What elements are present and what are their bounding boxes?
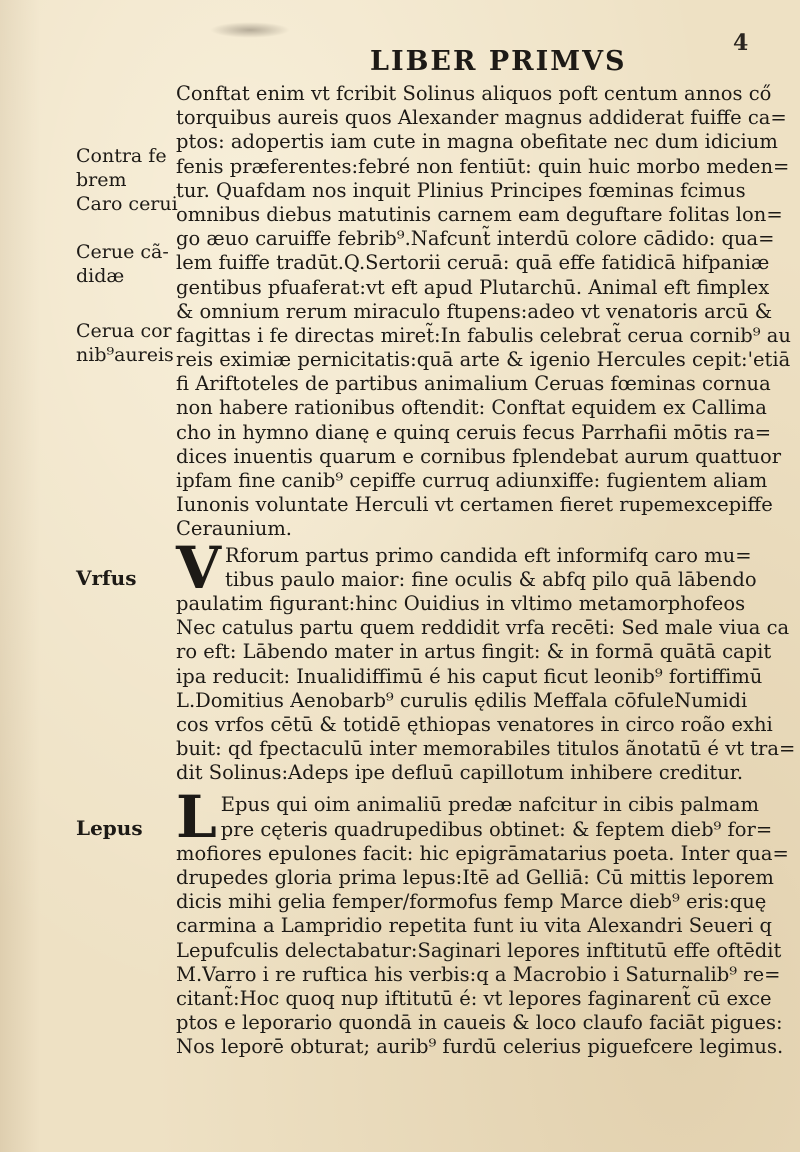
- text-line: citant̃:Hoc quoq nup iftitutū é: vt lepores faginarent̃ cū exce: [176, 986, 772, 1010]
- text-line: ptos: adopertis iam cute in magna obefitate nec dum idicium: [176, 130, 778, 154]
- text-line: drupedes gloria prima lepus:Itē ad Gelliā: Cū mittis leporem: [176, 866, 774, 889]
- text-line: cho in hymno dianę e quinq ceruis fecus Parrhafii mōtis ra=: [176, 420, 772, 444]
- margin-note-contra-febrem: [76, 146, 167, 194]
- margin-note-cerua-cornibus: [76, 321, 174, 369]
- ink-smudge: [210, 22, 290, 38]
- margin-note-line: brem: [76, 169, 127, 192]
- text-line: lem fuiffe tradūt.Q.Sertorii ceruā: quā effe fatidicā hifpaniæ: [176, 251, 770, 275]
- margin-note-line: didæ: [76, 265, 125, 288]
- margin-note-line: Caro cerui: [76, 193, 178, 215]
- text-line: Nos leporē obturat; aurib⁹ furdū celerius piguefcere legimus.: [176, 1035, 784, 1059]
- text-line: Iunonis voluntate Herculi vt certamen fieret rupemexcepiffe: [176, 493, 773, 517]
- text-line: paulatim figurant:hinc Ouidius in vltimo metamorphofeos: [176, 591, 746, 615]
- margin-note-line: Lepus: [76, 816, 143, 840]
- text-line: gentibus pfuaferat:vt eft apud Plutarchū. Animal eft fimplex: [176, 275, 770, 299]
- text-line: reis eximiæ pernicitatis:quā arte & igenio Hercules cepit:'etiā: [176, 348, 791, 372]
- running-head: LIBER PRIMVS: [370, 46, 627, 77]
- text-line: tur. Quafdam nos inquit Plinius Principes fœminas fcimus: [176, 178, 746, 202]
- text-line: Conftat enim vt fcribit Solinus aliquos poft centum annos cő: [176, 82, 772, 105]
- text-line: go æuo caruiffe febrib⁹.Nafcunt̃ interdū colore cādido: qua=: [176, 227, 775, 251]
- text-line: Epus qui oim animaliū predæ nafcitur in cibis palmam: [220, 793, 760, 817]
- margin-note-line: Vrfus: [76, 566, 137, 590]
- margin-note-lepus: [76, 818, 143, 842]
- text-line: & omnium rerum miraculo ftupens:adeo vt venatoris arcū &: [176, 299, 773, 323]
- text-line: fenis præferentes:febré non fentiūt: quin huic morbo meden=: [176, 154, 790, 178]
- text-line: dit Solinus:Adeps ipe defluū capillotum inhibere creditur.: [176, 761, 744, 785]
- text-line: ipa reducit: Inualidiffimū é his caput ficut leonib⁹ fortiffimū: [176, 664, 763, 688]
- text-line: pre cęteris quadrupedibus obtinet: & feptem dieb⁹ for=: [220, 817, 773, 841]
- paragraph-cerua: [176, 82, 791, 542]
- text-line: Ceraunium.: [176, 517, 293, 541]
- text-line: Nec catulus partu quem reddidit vrfa recēti: Sed male viua ca: [176, 616, 790, 640]
- text-line: Lepufculis delectabatur:Saginari lepores inftitutū effe oftēdit: [176, 938, 782, 962]
- initial-letter-v: V: [176, 533, 222, 602]
- margin-note-cerue-candidae: [76, 242, 169, 290]
- text-line: dicis mihi gelia femper/formofus femp Marce dieb⁹ eris:quę: [176, 890, 767, 914]
- margin-note-vrfus: [76, 568, 136, 592]
- text-line: M.Varro i re ruftica his verbis:q a Macrobio i Saturnalib⁹ re=: [176, 962, 781, 986]
- text-line: fi Ariftoteles de partibus animalium Ceruas fœminas cornua: [176, 372, 771, 396]
- text-line: buit: qd fpectaculū inter memorabiles titulos ãnotatū é vt tra=: [176, 737, 796, 761]
- text-line: dices inuentis quarum e cornibus fplendebat aurum quattuor: [176, 444, 782, 468]
- text-line: carmina a Lampridio repetita funt iu vita Alexandri Seueri q: [176, 914, 772, 938]
- text-line: cos vrfos cētū & totidē ęthiopas venatores in circo roão exhi: [176, 712, 773, 736]
- text-line: non habere rationibus oftendit: Conftat equidem ex Callima: [176, 396, 767, 420]
- margin-note-caro-cerui: [76, 194, 178, 218]
- paragraph-vrfus: [176, 533, 796, 786]
- text-line: ro eft: Lābendo mater in artus fingit: & in formā quātā capit: [176, 640, 772, 664]
- text-line: mofiores epulones facit: hic epigrāmatarius poeta. Inter qua=: [176, 841, 789, 865]
- body-text: [176, 82, 796, 1060]
- text-line: ptos e leporario quondā in caueis & loco claufo faciāt pigues:: [176, 1011, 783, 1035]
- text-line: torquibus aureis quos Alexander magnus addiderat fuiffe ca=: [176, 106, 787, 130]
- text-line: Rforum partus primo candida eft informifq caro mu=: [225, 543, 752, 567]
- text-line: omnibus diebus matutinis carnem eam deguftare folitas lon=: [176, 202, 783, 226]
- text-line: fagittas i fe directas miret̃:In fabulis celebrat̃ cerua cornib⁹ au: [176, 323, 791, 347]
- text-line: ipfam fine canib⁹ cepiffe curruq adiunxiffe: fugientem aliam: [176, 469, 768, 492]
- margin-note-line: Contra fe: [76, 145, 167, 167]
- margin-note-line: nib⁹aureis: [76, 344, 174, 367]
- margin-notes: [0, 0, 176, 1152]
- initial-letter-l: L: [176, 783, 217, 852]
- text-line: tibus paulo maior: fine oculis & abfq pilo quā lābendo: [225, 567, 757, 591]
- margin-note-line: Cerue cã-: [76, 241, 169, 263]
- paragraph-lepus: [176, 783, 789, 1059]
- text-line: L.Domitius Aenobarb⁹ curulis ędilis Meffala cōfuleNumidi: [176, 688, 748, 712]
- margin-note-line: Cerua cor: [76, 320, 172, 342]
- folio-number: 4: [733, 30, 749, 56]
